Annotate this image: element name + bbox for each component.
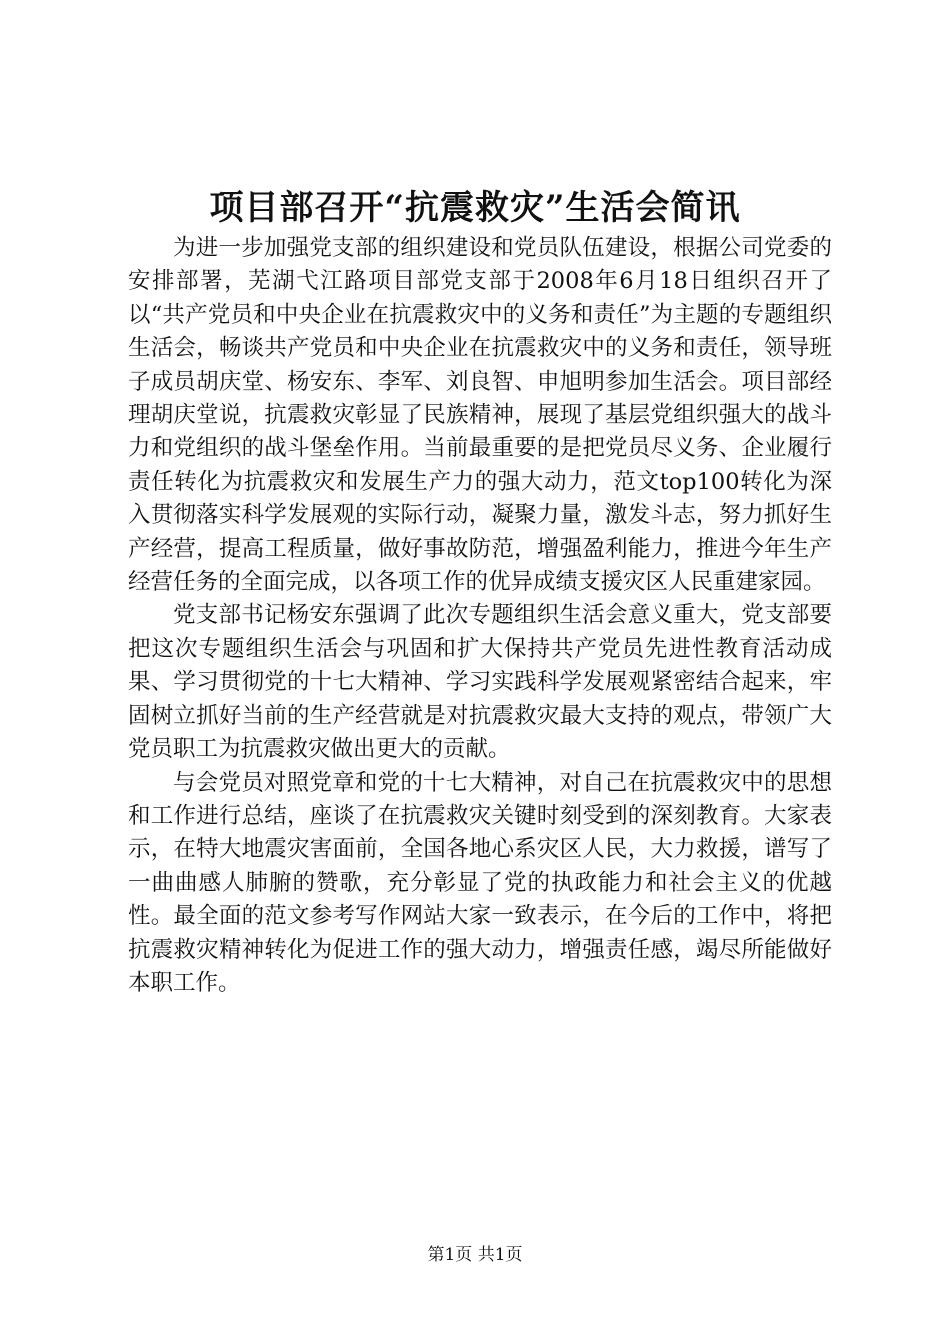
paragraph-1: 为进一步加强党支部的组织建设和党员队伍建设，根据公司党委的安排部署，芜湖弋江路项目部党支部于2008年6月18日组织召开了以“共产党员和中央企业在抗震救灾中的义务和责任”为主题的专题组织生活会，畅谈共产党员和中央企业在抗震救灾中的义务和责任，领导班子成员胡庆堂、杨安东、李军、刘良智、申旭明参加生活会。项目部经理胡庆堂说，抗震救灾彰显了民族精神，展现了基层党组织强大的战斗力和党组织的战斗堡垒作用。当前最重要的是把党员尽义务、企业履行责任转化为抗震救灾和发展生产力的强大动力，范文top100转化为深入贯彻落实科学发展观的实际行动，凝聚力量，激发斗志，努力抓好生产经营，提高工程质量，做好事故防范，增强盈利能力，推进今年生产经营任务的全面完成，以各项工作的优异成绩支援灾区人民重建家园。	[128, 235, 832, 596]
document-body	[128, 232, 832, 1000]
paragraph-2: 党支部书记杨安东强调了此次专题组织生活会意义重大，党支部要把这次专题组织生活会与巩固和扩大保持共产党员先进性教育活动成果、学习贯彻党的十七大精神、学习实践科学发展观紧密结合起来，牢固树立抓好当前的生产经营就是对抗震救灾最大支持的观点，带领广大党员职工为抗震救灾做出更大的贡献。	[128, 602, 832, 763]
document-title: 项目部召开“抗震救灾”生活会简讯	[209, 188, 741, 228]
page-footer: 第1页 共1页	[427, 1245, 523, 1265]
paragraph-3: 与会党员对照党章和党的十七大精神，对自己在抗震救灾中的思想和工作进行总结，座谈了在抗震救灾关键时刻受到的深刻教育。大家表示，在特大地震灾害面前，全国各地心系灾区人民，大力救援，谱写了一曲曲感人肺腑的赞歌，充分彰显了党的执政能力和社会主义的优越性。最全面的范文参考写作网站大家一致表示，在今后的工作中，将把抗震救灾精神转化为促进工作的强大动力，增强责任感，竭尽所能做好本职工作。	[128, 769, 832, 996]
